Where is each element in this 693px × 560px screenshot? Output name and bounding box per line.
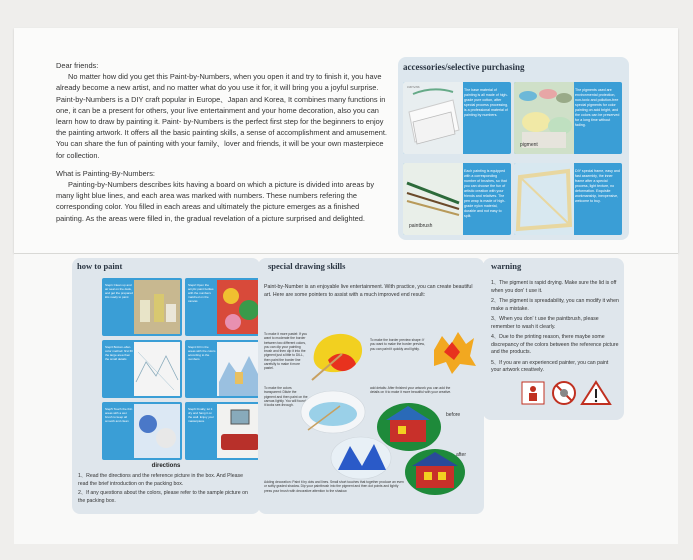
warning-item-4: 4、Due to the printing reason, there maybe some discrepancy of the colors between the reference picture and the products. [491,334,619,355]
safety-icons [520,378,620,413]
frame-text: DIY special frame, easy and fast assembly, the inner frame after a special process, light texture, no deformation. Exquisite workmanship, inexpensive, welcome to buy. [575,169,620,203]
accessories-panel [398,57,629,240]
warning-title: warning [491,261,522,271]
drawing-skills-panel [258,258,484,514]
step-3 [102,340,182,398]
step-2-image [217,280,263,334]
step-6-image [217,404,263,458]
step-4 [185,340,265,398]
warning-item-1: 1、The pigment is rapid drying. Make sure the lid is off when you don' t use it. [491,280,617,294]
step-6 [185,402,265,460]
skill-tip-transparent: To make the colors transparent: Dilute the pigment and then paint on the canvas lightly. You will found it looks see-through. [264,386,308,408]
pigment-text: The pigments used are environmental protection, non-toxic and pollution-free special pigments for color painting on acid bright, and the colors can be preserved for a long time without fading. [575,88,620,127]
step-1 [102,278,182,336]
letter-body: No matter how did you get this Paint-by-Numbers, when you open it and try to finish it, you have already become a new artist, and no matter what do you use it for, it will bring you a joyful surprise. Paint-by-Numbers is a DIY craft popular in Europe、Japan and Korea, It combines many functions in one, it can be a present for others, your live entertainment and your home decoration, also you can learn how to draw by painting it. Paint- by-Numbers is the perfect first step for the beginners to enjoy the painting artwork. It offers all the basic painting skills, a sense of accomplishment and amusement. You can share the fun of painting with your family、lover and friends, it will be your own masterpiece for collection. [56,72,387,160]
canvas-image [403,82,463,154]
canvas-tile [403,82,511,154]
canvas-caption: canvas [407,84,420,89]
what-heading: What is Painting-By-Numbers: [56,168,155,178]
step-5-image [134,404,180,458]
skills-intro: Paint-by-Number is an enjoyable live entertainment. With practice, you can create beautiful art. Here are some pointers to assist with a much improved end result: [264,284,473,298]
safety-icons-svg [520,378,620,408]
what-body: Painting-by-Numbers describes kits having a board on which a picture is divided into areas by many light blue lines, and each area was marked with numbers. These numbers refering the corresponding color. You filled in each areas and ultimately the picture emerges as a finished painting. As the areas were filled in, the gradual revelation of a picture surprised and delighted. [56,180,375,223]
directions-title: directions [151,463,181,469]
frame-image [514,163,574,235]
how-to-paint-panel [72,258,260,514]
no-eating-icon [553,382,575,404]
step-1-text: Step1 Clean up and air seal on the desk, and get the prepared kits ready to paint [105,283,133,299]
paintbrush-tile [403,163,511,235]
transparent-illustration [300,390,366,434]
step-4-text: Step4 Fill in the areas with the colors according to the numbers [188,345,216,361]
step-4-image [217,342,263,396]
letter-greeting: Dear friends: [56,61,99,70]
step-5-text: Step5 Touch the thin areas with a wet brush to keep all smooth and clean [105,407,133,423]
drawing-skills-title: special drawing skills [268,261,346,271]
directions-section [78,463,254,507]
warning-item-2: 2、The pigment is spreadability, you can modify it when make a mistake. [491,298,619,312]
pigment-caption: pigment [520,142,538,148]
pigment-tile [514,82,622,154]
paintbrush-text: Each painting is equipped with a corresponding number of brushes, so that you can choose the fun of artistic creation with your friends and relatives. The pen wrap is made of high-grade nylon material, durable and not easy to split. [464,169,507,218]
age-warning-icon [522,382,544,404]
step-3-text: Step3 Bottom-after-color method: first fill the large area then the small details [105,345,133,361]
warning-item-5: 5、If you are an experienced painter, you can paint your artwork creatively. [491,359,609,373]
warning-list [491,280,619,378]
direction-2: 2、If any questions about the colors, please refer to the sample picture on the packing box. [78,490,248,504]
warning-item-3: 3、When you don' t use the paintbrush, please remember to wash it clearly. [491,316,599,330]
skill-tip-details: add details: After finished your artwork you can add the details on it to make it more beautiful with your creative. [370,386,452,395]
step-1-image [134,280,180,334]
letter-section [56,60,388,224]
skill-tip-decoration: Adding decoration: Paint it by dots and lines. Small short touches that together produce an even or softly graded shadow. Dip your paintbrush into the pigment and then dot points and lightly press your brush with decorative attention to the shadow. [264,480,404,493]
how-to-paint-title: how to paint [77,261,123,271]
frame-tile [514,163,622,235]
accessories-title: accessories/selective purchasing [403,62,525,72]
step-2-text: Step2 Open the acrylic paint bottles with the numbers matched on the canvas [188,283,214,303]
skill-tip-pastel: To make it more pastel: If you want to moderate the border between two different colors, you can dip your painting brush and then dip it into the pigment just a little to DILL, then paint the border line carefully to make it more pastel. [264,332,308,371]
paintbrush-caption: paintbrush [409,223,433,229]
pastel-illustration [308,324,368,382]
before-label: before [446,412,461,418]
after-label: after [456,452,467,458]
step-3-image [134,342,180,396]
step-6-text: Step6 Finally, let it dry and hang it on the wall. Enjoy your masterpiece [188,407,215,423]
step-2 [185,278,265,336]
direction-1: 1、Read the directions and the reference picture in the box. And Please read the brief introduction on the packing box. [78,473,243,487]
step-5 [102,402,182,460]
decoration-illustration [330,436,392,480]
border-illustration [430,328,478,376]
canvas-text: The base material of painting is all made of high-grade pure cotton, after special process processing, is a professional material of painting by numbers. [464,88,509,117]
skill-tip-border: To make the border preview shape: If you want to make the border preview, you can paint it quickly and lightly. [370,338,425,351]
caution-triangle-icon [582,382,610,404]
